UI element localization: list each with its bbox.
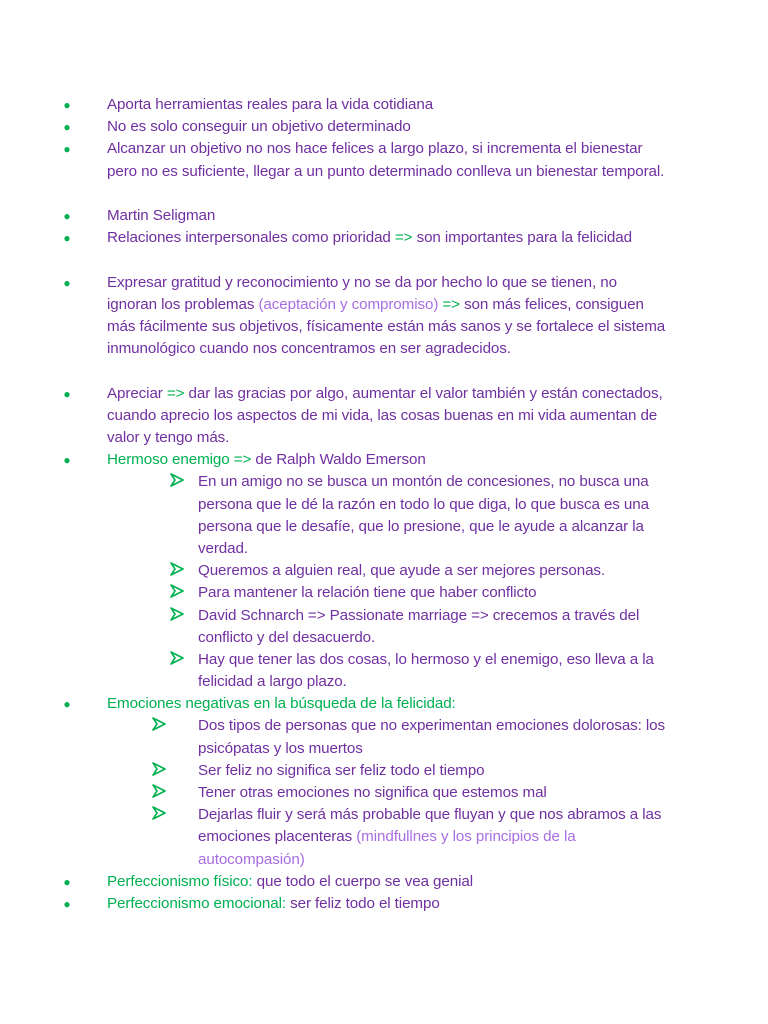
bullet-dot-icon: ● — [63, 120, 71, 135]
text-run: Hermoso enemigo => — [107, 451, 256, 469]
list-item-text — [198, 804, 668, 871]
list-item-text — [107, 693, 667, 715]
sub-list-item — [0, 560, 768, 582]
list-item-text — [107, 116, 667, 138]
text-run: => — [438, 295, 465, 313]
text-run: Ser feliz no significa ser feliz todo el tiempo — [198, 761, 485, 779]
text-run: dar las gracias por algo, aumentar el valor también y están conectados, cuando aprecio los aspectos de mi vida, las cosas buenas en mi vida aumentan de valor y tengo más. — [107, 384, 663, 446]
arrow-bullet-icon — [170, 606, 184, 622]
list-item-text — [107, 272, 667, 361]
list-item-text — [198, 760, 668, 782]
sub-list-item — [0, 649, 768, 693]
list-item-text — [107, 893, 667, 915]
list-item-text — [198, 471, 668, 560]
arrow-bullet-icon — [170, 561, 184, 577]
text-run: Dos tipos de personas que no experimentan emociones dolorosas: los psicópatas y los muertos — [198, 717, 666, 757]
list-item — [0, 871, 768, 893]
bullet-dot-icon: ● — [63, 208, 71, 223]
list-item-text — [107, 227, 667, 249]
bullet-dot-icon: ● — [63, 453, 71, 468]
list-item-text — [107, 449, 667, 471]
list-item — [0, 227, 768, 271]
arrow-bullet-icon — [170, 472, 184, 488]
list-item-text — [198, 649, 668, 693]
text-run: (aceptación y compromiso) — [258, 295, 439, 313]
text-run: Alcanzar un objetivo no nos hace felices a largo plazo, si incrementa el bienestar pero no es suficiente, llegar a un punto determinado conlleva un bienestar temporal. — [107, 140, 665, 180]
text-run: (mindfullnes y los principios de la autocompasión) — [198, 828, 576, 868]
list-item-text — [198, 605, 668, 649]
text-run: En un amigo no se busca un montón de concesiones, no busca una persona que le dé la razón en todo lo que diga, lo que busca es una persona que le desafíe, que lo presione, que le ayude a alcanzar la verdad. — [198, 473, 649, 557]
text-run: Perfeccionismo emocional: — [107, 895, 286, 913]
arrow-bullet-icon — [152, 783, 166, 799]
text-run: Expresar gratitud y reconocimiento y no se da por hecho lo que se tienen, no ignoran los problemas — [107, 273, 617, 313]
text-run: Emociones negativas en la búsqueda de la felicidad: — [107, 695, 456, 713]
sub-list-item — [0, 605, 768, 649]
list-item-text — [107, 138, 667, 182]
text-run: son importantes para la felicidad — [412, 229, 632, 247]
text-run: que todo el cuerpo se vea genial — [252, 872, 473, 890]
text-run: => — [166, 384, 185, 402]
bullet-dot-icon: ● — [63, 98, 71, 112]
sub-list-item — [0, 471, 768, 560]
arrow-bullet-icon — [170, 650, 184, 666]
text-run: Tener otras emociones no significa que estemos mal — [198, 784, 547, 802]
text-run: son más felices, consiguen más fácilmente sus objetivos, físicamente están más sanos y se fortalece el sistema inmunológico cuando nos concentramos en ser agradecidos. — [107, 295, 666, 358]
list-item-text — [107, 205, 667, 227]
text-run: Hay que tener las dos cosas, lo hermoso y el enemigo, eso lleva a la felicidad a largo plazo. — [198, 650, 654, 691]
bullet-dot-icon: ● — [63, 386, 71, 401]
list-item — [0, 449, 768, 471]
sub-list-item — [0, 782, 768, 804]
text-run: Apreciar — [107, 384, 167, 402]
text-run: ser feliz todo el tiempo — [286, 895, 440, 913]
text-run: Para mantener la relación tiene que haber conflicto — [198, 584, 537, 602]
arrow-bullet-icon — [152, 716, 166, 732]
list-item-text — [198, 782, 668, 804]
bullet-dot-icon: ● — [63, 142, 71, 157]
text-run: Queremos a alguien real, que ayude a ser mejores personas. — [198, 562, 606, 580]
list-item — [0, 138, 768, 205]
list-item — [0, 893, 768, 915]
list-item — [0, 94, 768, 116]
sub-list-item — [0, 715, 768, 759]
list-item-text — [198, 560, 668, 582]
list-item-text — [198, 715, 668, 759]
list-item-text — [107, 871, 667, 893]
bullet-dot-icon: ● — [63, 874, 71, 889]
text-run: David Schnarch => Passionate marriage => crecemos a través del conflicto y del desacuerdo. — [198, 606, 640, 646]
arrow-bullet-icon — [170, 583, 184, 599]
text-run: => — [394, 229, 413, 247]
document-body — [0, 94, 768, 915]
bullet-dot-icon: ● — [63, 897, 71, 912]
list-item — [0, 383, 768, 450]
list-item-text — [107, 94, 667, 116]
list-item — [0, 693, 768, 715]
text-run: de Ralph Waldo Emerson — [255, 451, 426, 469]
bullet-dot-icon: ● — [63, 697, 71, 712]
arrow-bullet-icon — [152, 805, 166, 821]
text-run: Relaciones interpersonales como prioridad — [107, 229, 395, 247]
list-item — [0, 205, 768, 227]
arrow-bullet-icon — [152, 761, 166, 777]
text-run: Martin Seligman — [107, 206, 216, 224]
list-item-text — [107, 383, 667, 450]
sub-list-item — [0, 582, 768, 604]
text-run: No es solo conseguir un objetivo determinado — [107, 118, 411, 136]
bullet-dot-icon: ● — [63, 275, 71, 290]
sub-list-item — [0, 760, 768, 782]
text-run: Aporta herramientas reales para la vida cotidiana — [107, 96, 434, 113]
text-run: Dejarlas fluir y será más probable que fluyan y que nos abramos a las emociones placenteras — [198, 806, 662, 846]
sub-list-item — [0, 804, 768, 871]
list-item — [0, 272, 768, 383]
list-item-text — [198, 582, 668, 604]
list-item — [0, 116, 768, 138]
bullet-dot-icon: ● — [63, 231, 71, 246]
text-run: Perfeccionismo físico: — [107, 872, 253, 890]
